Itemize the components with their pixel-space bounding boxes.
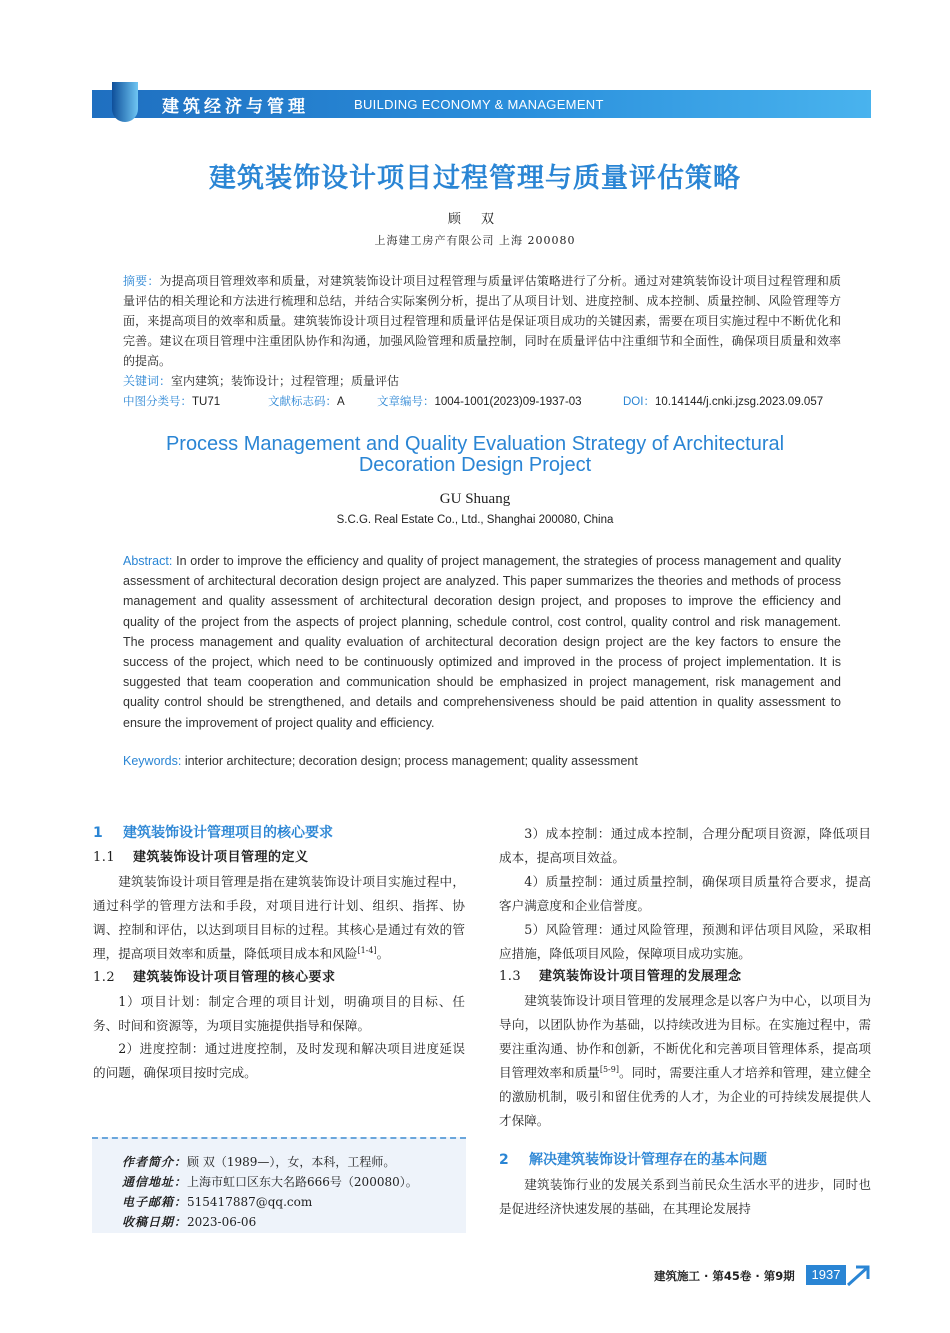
abstract-zh bbox=[123, 271, 841, 371]
author-name-zh: 顾 双 bbox=[447, 212, 503, 227]
section-1-3-title: 建筑装饰设计项目管理的发展理念 bbox=[539, 969, 742, 985]
received-date-value: 2023-06-06 bbox=[187, 1215, 257, 1229]
paragraph-1-1 bbox=[93, 870, 465, 966]
section-1-1-title: 建筑装饰设计项目管理的定义 bbox=[133, 850, 309, 865]
doc-code-label: 文献标志码： bbox=[268, 396, 337, 408]
section-1-1-heading bbox=[93, 846, 465, 870]
section-1-3-number: 1.3 bbox=[499, 969, 522, 985]
abstract-en-label: Abstract: bbox=[123, 554, 173, 568]
received-date bbox=[122, 1213, 256, 1230]
section-2-title: 解决建筑装饰设计管理存在的基本问题 bbox=[529, 1151, 767, 1168]
mailing-address-value: 上海市虹口区东大名路666号（200080）。 bbox=[187, 1175, 418, 1189]
abstract-zh-text: 为提高项目管理效率和质量，对建筑装饰设计项目过程管理与质量评估策略进行了分析。通过对建筑装饰设计项目过程管理和质量评估的相关理论和方法进行梳理和总结，并结合实际案例分析，提出了从项目计划、进度控制、成本控制、质量控制、风险管理等方面，来提高项目的效率和质量。建筑装饰设计项目过程管理和质量评估是保证项目成功的关键因素，需要在项目实施过程中不断优化和完善。建议在项目管理中注重团队协作和沟通，加强风险管理和质量控制，同时在质量评估中注重细节和全面性，确保项目质量和效率的提高。 bbox=[123, 274, 841, 368]
keywords-zh bbox=[123, 372, 399, 389]
paragraph-2: 建筑装饰行业的发展关系到当前民众生活水平的进步，同时也是促进经济快速发展的基础，在其理论发展持 bbox=[499, 1176, 871, 1216]
mailing-address bbox=[122, 1173, 418, 1190]
section-1-1-number: 1.1 bbox=[93, 850, 116, 865]
email-label: 电子邮箱： bbox=[122, 1195, 188, 1209]
paragraph-1-3-text: 建筑装饰设计项目管理的发展理念是以客户为中心，以项目为导向，以团队协作为基础，以持续改进为目标。在实施过程中，需要注重沟通、协作和创新，不断优化和完善项目管理体系，提高项目管理效率和质量 bbox=[499, 993, 871, 1081]
clc-label: 中图分类号： bbox=[123, 396, 192, 408]
section-1-heading bbox=[93, 822, 465, 846]
abstract-zh-label: 摘要： bbox=[123, 274, 160, 288]
keywords-zh-label: 关键词： bbox=[123, 374, 172, 388]
doc-code-value: A bbox=[337, 396, 345, 408]
section-1-2-heading bbox=[93, 966, 465, 990]
author-intro bbox=[122, 1153, 395, 1170]
paper-title-zh: 建筑装饰设计项目过程管理与质量评估策略 bbox=[209, 163, 741, 194]
citation-1-4: [1-4] bbox=[357, 945, 377, 955]
email bbox=[122, 1193, 312, 1210]
affiliation-zh: 上海建工房产有限公司 上海 200080 bbox=[374, 234, 576, 247]
section-1-title: 建筑装饰设计管理项目的核心要求 bbox=[123, 825, 333, 841]
paragraph-1-1-text: 建筑装饰设计项目管理是指在建筑装饰设计项目实施过程中，通过科学的管理方法和手段，对项目进行计划、组织、指挥、协调、控制和评估，以达到项目目标的过程。其核心是通过有效的管理，提高项目效率和质量，降低项目成本和风险 bbox=[93, 874, 465, 961]
section-2-heading bbox=[499, 1149, 871, 1173]
section-1-2-number: 1.2 bbox=[93, 969, 116, 985]
author-name-en: GU Shuang bbox=[439, 491, 511, 507]
keywords-en bbox=[123, 754, 638, 768]
section-2-number: 2 bbox=[499, 1151, 509, 1168]
arrow-corner-icon bbox=[846, 1263, 872, 1287]
paragraph-1-1-end: 。 bbox=[376, 945, 390, 961]
page-number: 1937 bbox=[806, 1265, 846, 1285]
paragraph-1-2-item-1: 1）项目计划：制定合理的项目计划，明确项目的目标、任务、时间和资源等，为项目实施提供指导和保障。 bbox=[93, 993, 465, 1033]
received-date-label: 收稿日期： bbox=[122, 1215, 188, 1229]
article-no-label: 文章编号： bbox=[377, 396, 435, 408]
doi-label: DOI： bbox=[623, 396, 655, 408]
paper-title-en-line1: Process Management and Quality Evaluation Strategy of Architectural bbox=[165, 433, 785, 455]
section-1-2-title: 建筑装饰设计项目管理的核心要求 bbox=[133, 969, 336, 985]
clc-value: TU71 bbox=[192, 396, 221, 408]
abstract-en bbox=[123, 551, 841, 733]
paper-title-en bbox=[0, 434, 950, 476]
email-value: 515417887@qq.com bbox=[187, 1195, 313, 1209]
paragraph-1-2-item-5: 5）风险管理：通过风险管理，预测和评估项目风险，采取相应措施，降低项目风险，保障项目成功实施。 bbox=[499, 921, 871, 961]
citation-5-9: [5-9] bbox=[599, 1064, 619, 1074]
paragraph-1-2-item-2: 2）进度控制：通过进度控制，及时发现和解决项目进度延误的问题，确保项目按时完成。 bbox=[93, 1041, 465, 1081]
section-1-number: 1 bbox=[93, 825, 103, 841]
paragraph-1-2-item-4: 4）质量控制：通过质量控制，确保项目质量符合要求，提高客户满意度和企业信誉度。 bbox=[499, 873, 871, 913]
keywords-en-text: interior architecture; decoration design; process management; quality assessment bbox=[181, 754, 638, 768]
mailing-address-label: 通信地址： bbox=[122, 1175, 188, 1189]
keywords-zh-text: 室内建筑；装饰设计；过程管理；质量评估 bbox=[171, 374, 400, 388]
paragraph-1-2-item-3: 3）成本控制：通过成本控制，合理分配项目资源，降低项目成本，提高项目效益。 bbox=[499, 826, 871, 865]
author-info-box bbox=[92, 1137, 466, 1233]
body-column-right bbox=[499, 822, 871, 1221]
body-column-left bbox=[93, 822, 465, 1085]
affiliation-en: S.C.G. Real Estate Co., Ltd., Shanghai 200080, China bbox=[336, 514, 614, 526]
author-intro-label: 作者简介： bbox=[122, 1155, 188, 1169]
journal-footer: 建筑施工 · 第45卷 · 第9期 bbox=[654, 1269, 795, 1283]
section-title-en: BUILDING ECONOMY & MANAGEMENT bbox=[354, 97, 604, 112]
doi-value: 10.14144/j.cnki.jzsg.2023.09.057 bbox=[654, 396, 824, 408]
keywords-en-label: Keywords: bbox=[123, 754, 182, 768]
paragraph-1-3-end: 。同时，需要注重人才培养和管理，建立健全的激励机制，吸引和留住优秀的人才，为企业的可持续发展提供人才保障。 bbox=[499, 1065, 872, 1128]
section-1-3-heading bbox=[499, 965, 871, 989]
abstract-en-text: In order to improve the efficiency and quality of project management, the strategies of process management and quality assessment of architectural decoration design project are analyzed. This paper summarizes the theories and methods of process management and quality assessment of architectural decoration design project, and proposes to improve the efficiency and quality of the project from the aspects of project planning, schedule control, cost control, quality control and risk management. The process management and quality evaluation of architectural decoration design project are the key factors to ensure the success of the project, which need to be continuously optimized and improved in the process of project implementation. It is suggested that team cooperation and communication should be emphasized in project management, risk management and quality control should be strengthened, and details and comprehensiveness should be paid attention in quality assessment to ensure the improvement of project quality and efficiency. bbox=[123, 554, 841, 730]
paragraph-1-3 bbox=[499, 989, 871, 1132]
author-intro-value: 顾 双（1989—），女，本科，工程师。 bbox=[187, 1155, 396, 1169]
article-no-value: 1004-1001(2023)09-1937-03 bbox=[434, 396, 582, 408]
section-title-zh: 建筑经济与管理 bbox=[162, 97, 309, 117]
header-decoration bbox=[112, 82, 138, 122]
paper-title-en-line2: Decoration Design Project bbox=[358, 454, 592, 476]
